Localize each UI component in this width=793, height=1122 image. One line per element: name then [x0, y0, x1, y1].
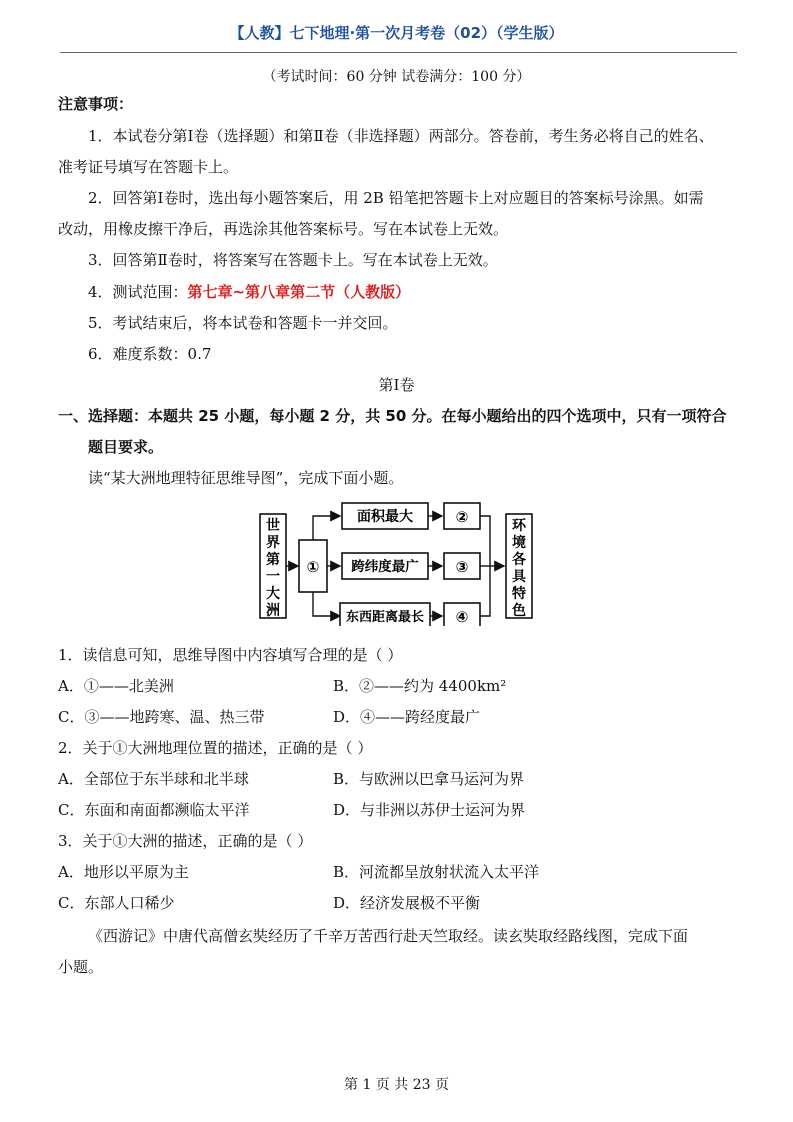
question-3: 3．关于①大洲的描述，正确的是（ ） — [58, 832, 313, 850]
reading-intro-2-line-2: 小题。 — [58, 958, 104, 976]
note-item-2-line-2: 改动，用橡皮擦干净后，再选涂其他答案标号。写在本试卷上无效。 — [58, 220, 509, 238]
center-label: ① — [306, 558, 320, 576]
right-char-2: 境 — [512, 535, 526, 551]
note-item-5: 5．考试结束后，将本试卷和答题卡一并交回。 — [88, 314, 398, 332]
left-char-1: 世 — [266, 518, 280, 534]
q3-option-c: C．东部人口稀少 — [58, 894, 175, 912]
arrow-to-box-1 — [313, 516, 340, 540]
box-1-label: 面积最大 — [357, 509, 413, 525]
left-char-5: 大 — [266, 586, 280, 602]
q1-option-a: A．①——北美洲 — [58, 677, 174, 695]
right-char-3: 各 — [512, 552, 526, 568]
volume-label: 第Ⅰ卷 — [378, 376, 415, 394]
notes-heading: 注意事项： — [58, 95, 134, 113]
box-3-label: 东西距离最长 — [345, 610, 425, 625]
note-item-3: 3．回答第Ⅱ卷时，将答案写在答题卡上。写在本试卷上无效。 — [88, 251, 498, 269]
note-item-1-line-1: 1．本试卷分第Ⅰ卷（选择题）和第Ⅱ卷（非选择题）两部分。答卷前，考生务必将自己的姓名、 — [88, 127, 714, 145]
box-2-label: 跨纬度最广 — [351, 559, 419, 575]
page-number: 第 1 页 共 23 页 — [344, 1077, 449, 1093]
note-item-6: 6．难度系数：0.7 — [88, 345, 212, 363]
q1-option-b: B．②——约为 4400km² — [333, 677, 507, 695]
header-divider — [60, 52, 737, 53]
mind-map-diagram — [258, 496, 534, 626]
reading-intro-2-line-1: 《西游记》中唐代高僧玄奘经历了千辛万苦西行赴天竺取经。读玄奘取经路线图，完成下面 — [88, 927, 689, 945]
left-char-4: 一 — [266, 569, 280, 585]
q2-option-c: C．东面和南面都濒临太平洋 — [58, 801, 250, 819]
left-char-3: 第 — [266, 552, 280, 568]
q1-option-c: C．③——地跨寒、温、热三带 — [58, 708, 265, 726]
left-char-2: 界 — [266, 535, 280, 551]
q2-option-a: A．全部位于东半球和北半球 — [58, 770, 249, 788]
q3-option-a: A．地形以平原为主 — [58, 863, 189, 881]
right-char-5: 特 — [512, 586, 526, 602]
question-2: 2．关于①大洲地理位置的描述，正确的是（ ） — [58, 739, 373, 757]
note-item-4 — [88, 282, 410, 302]
right-char-4: 具 — [512, 569, 526, 585]
q3-option-b: B．河流都呈放射状流入太平洋 — [333, 863, 540, 881]
q3-option-d: D．经济发展极不平衡 — [333, 894, 481, 912]
reading-intro-1: 读“某大洲地理特征思维导图”，完成下面小题。 — [88, 469, 404, 487]
arrow-to-box-3 — [313, 592, 340, 616]
note-item-2-line-1: 2．回答第Ⅰ卷时，选出每小题答案后，用 2B 铅笔把答题卡上对应题目的答案标号涂黑。如需 — [88, 189, 704, 207]
section-heading-line-2: 题目要求。 — [88, 438, 164, 456]
question-1: 1．读信息可知，思维导图中内容填写合理的是（ ） — [58, 646, 403, 664]
left-char-6: 洲 — [266, 603, 280, 619]
out-3-label: ④ — [455, 608, 469, 626]
q2-option-b: B．与欧洲以巴拿马运河为界 — [333, 770, 525, 788]
section-heading-line-1: 一、选择题：本题共 25 小题，每小题 2 分，共 50 分。在每小题给出的四个选项中，只有一项符合 — [58, 407, 727, 425]
right-char-6: 色 — [512, 603, 526, 619]
right-char-1: 环 — [512, 518, 526, 534]
out-1-label: ② — [455, 508, 469, 526]
q2-option-d: D．与非洲以苏伊士运河为界 — [333, 801, 526, 819]
document-title: 【人教】七下地理·第一次月考卷（02）（学生版） — [229, 24, 564, 42]
exam-info: （考试时间：60 分钟 试卷满分：100 分） — [262, 69, 531, 85]
q1-option-d: D．④——跨经度最广 — [333, 708, 481, 726]
out-2-label: ③ — [455, 558, 469, 576]
note-item-4-prefix: 4．测试范围： — [88, 283, 188, 301]
note-item-1-line-2: 准考证号填写在答题卡上。 — [58, 158, 239, 176]
test-scope: 第七章~第八章第二节（人教版） — [187, 283, 411, 301]
